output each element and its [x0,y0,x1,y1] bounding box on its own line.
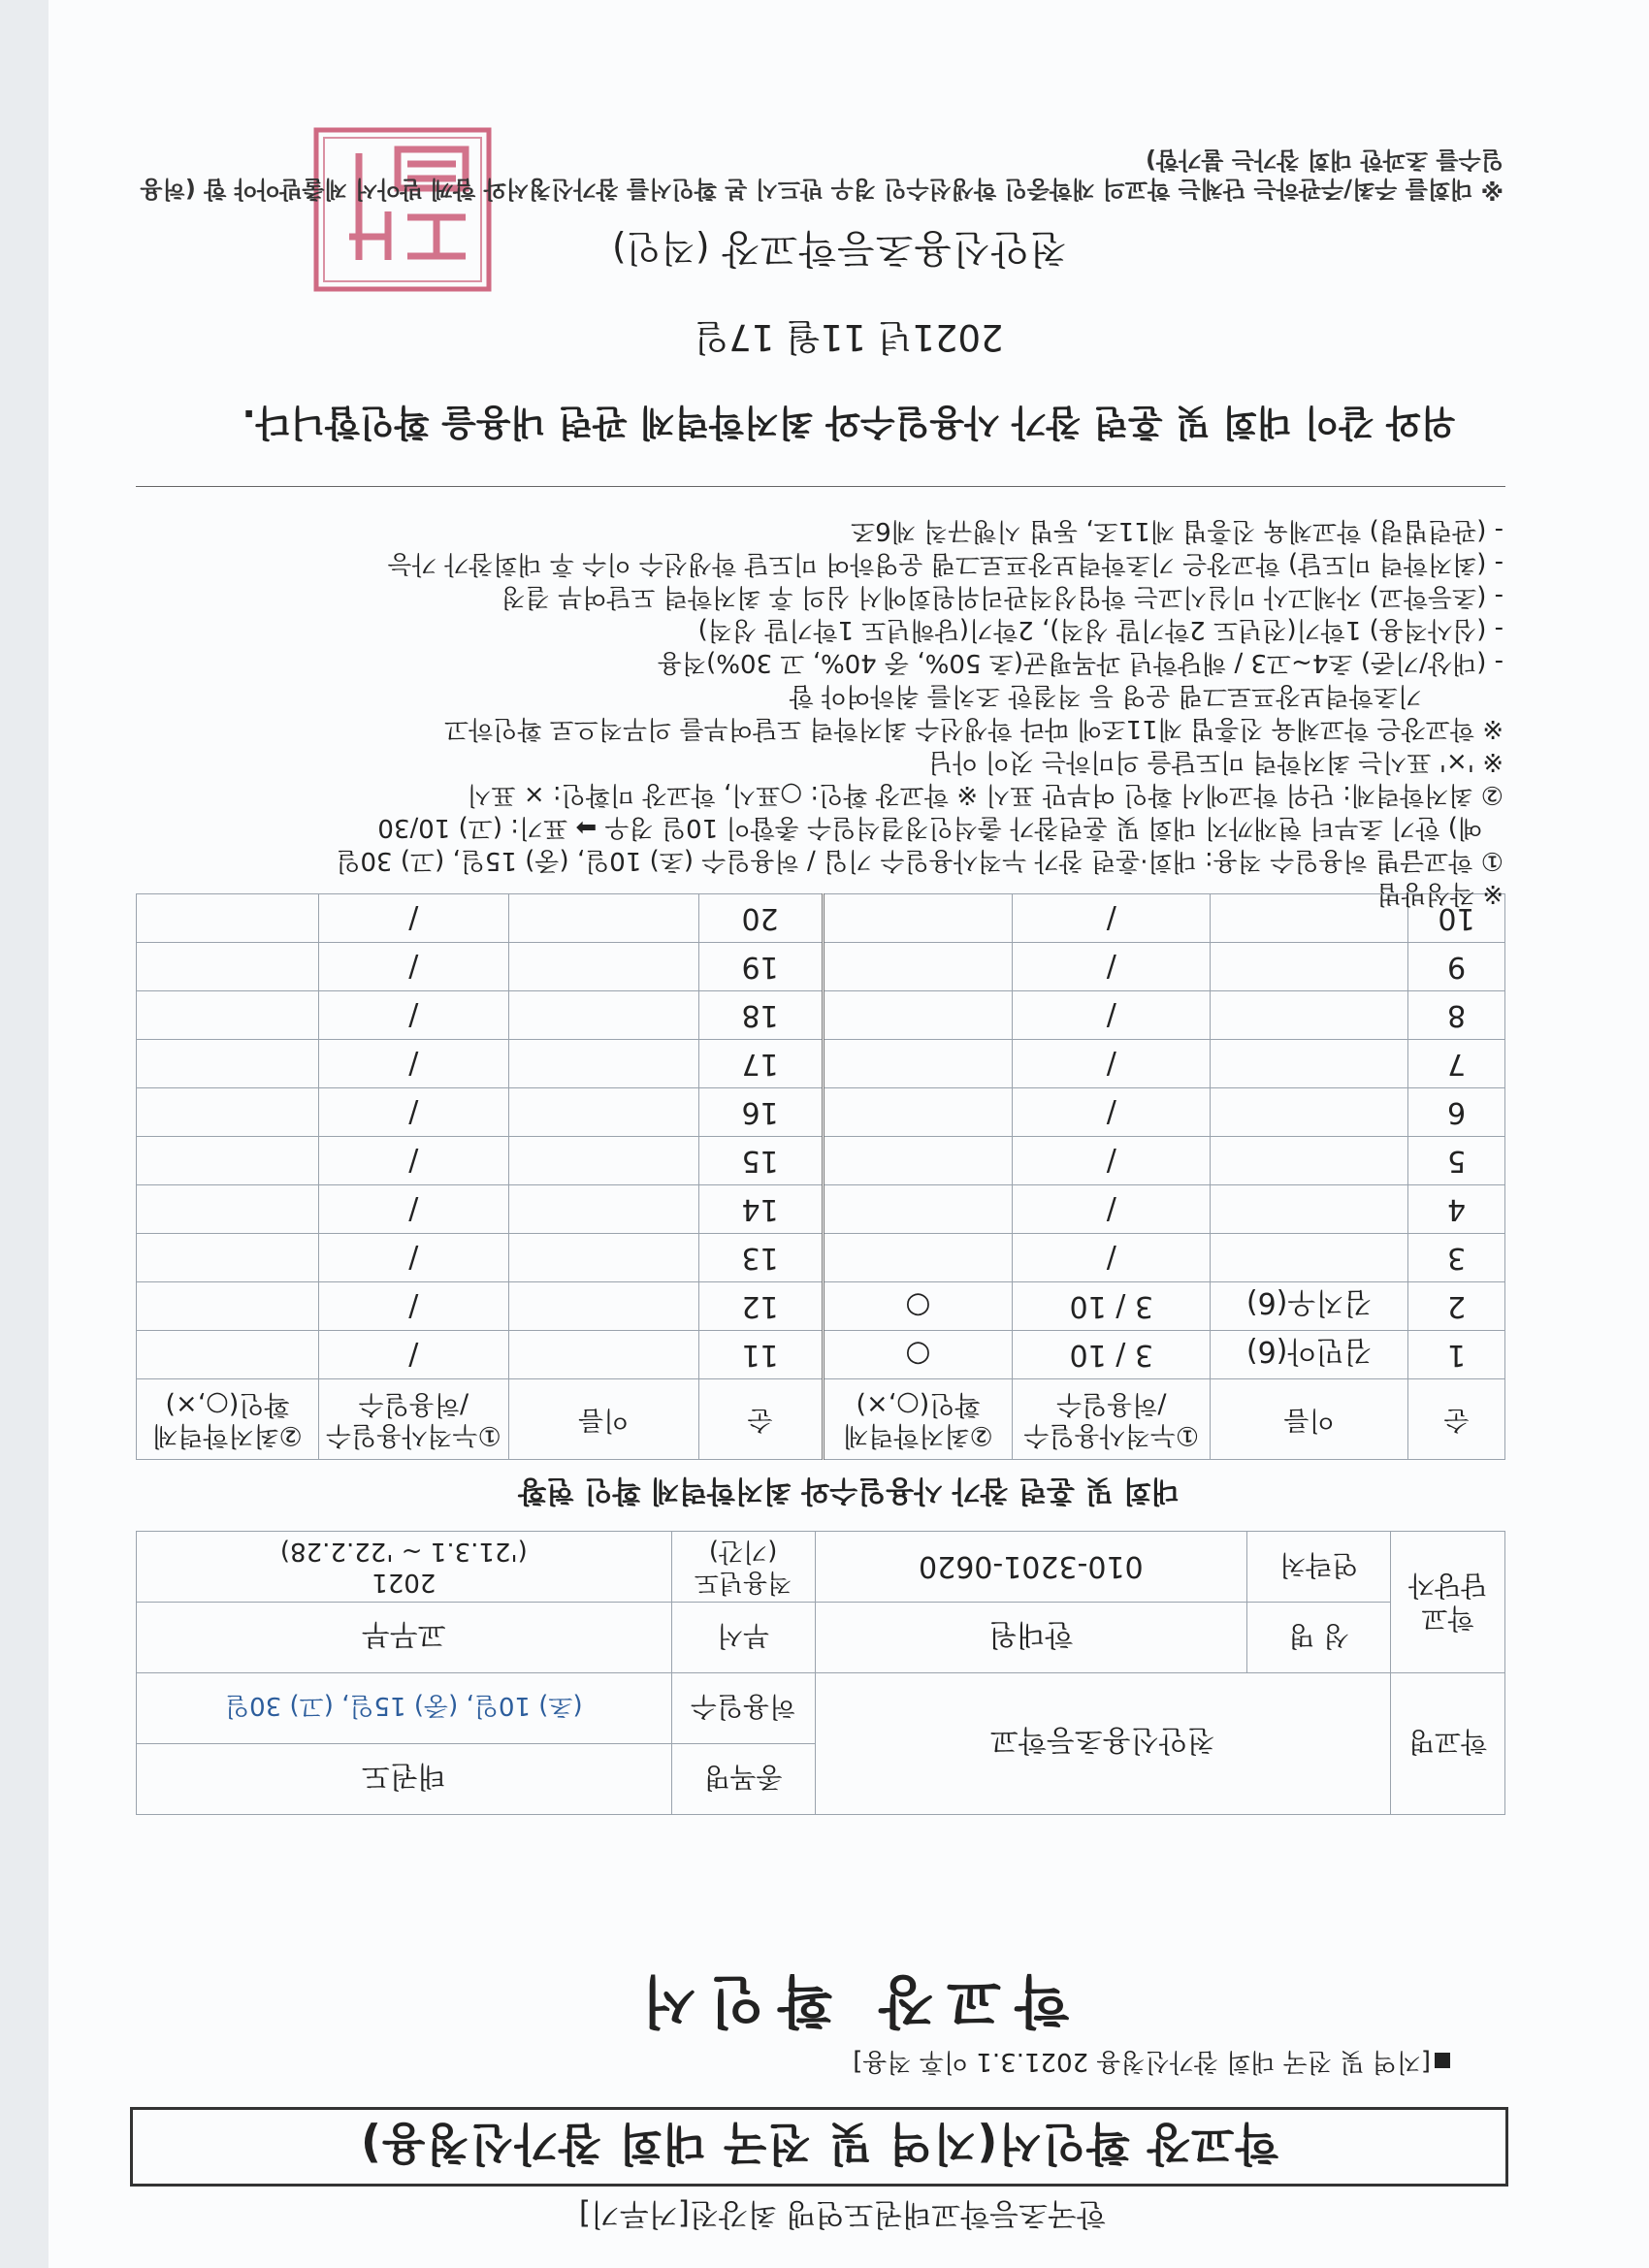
row-number: 7 [1408,1040,1505,1088]
allowed-days-value: (초) 10일, (중) 15일, (고) 30일 [137,1673,672,1744]
student-name [508,1282,698,1331]
min-grade-check [823,1185,1013,1234]
document-page [48,0,1649,2268]
principal-title: 천안신용초등학교장 [721,226,1067,271]
table-row [137,1234,1505,1282]
issue-date: 2021년 11월 17일 [694,316,1004,358]
row-number: 3 [1408,1234,1505,1282]
instruction-line: - (대상/기준) 초4~고3 / 해당학년 과목평균(초 50%, 중 40%, 고 30%)적용 [657,648,1504,677]
student-name [508,1185,698,1234]
instruction-line: - (심사적용) 1학기(전년도 2학기말 성적), 2학기(당해년도 1학기말 성적) [697,615,1504,644]
instruction-line: 예) 한기 초부터 현재까지 대회 및 훈련참가 출석인정결석일수 총합이 10일 경우 ➡ 표기: (고) 10/30 [377,813,1482,842]
row-number: 4 [1408,1185,1505,1234]
period-value: 2021 ('21.3.1 ~ '22.2.28) [137,1532,672,1603]
row-number: 14 [698,1185,823,1234]
form-title: 학교장 확인서(지역 및 전국 대회 참가신청용) [360,2118,1278,2170]
confirmation-statement: 위와 같이 대회 및 훈련 참가 사용일수와 최저학력제 관련 내용을 확인합니다. [242,402,1456,443]
used-days: / [318,1234,508,1282]
instruction-line: - (최저학력 미도달) 학교장은 기초학력보장프로그램 운영하여 미도달 학생선수 이수 후 대회참가 가능 [387,549,1504,578]
used-days: / [318,1088,508,1137]
form-title-box [130,2107,1508,2187]
min-grade-check [137,1282,319,1331]
student-name [1211,1137,1408,1185]
column-header: ①누적사용일수 /허용일수 [1013,1379,1211,1460]
min-grade-check [137,1185,319,1234]
column-header: ②최저학력제 확인(○,×) [823,1379,1013,1460]
row-number: 15 [698,1137,823,1185]
student-name [508,991,698,1040]
student-name [508,1040,698,1088]
table-body [137,894,1505,1379]
instructions [126,514,1504,910]
row-number: 1 [1408,1331,1505,1379]
min-grade-check [823,1137,1013,1185]
used-days: / [318,991,508,1040]
table-header-row [137,1379,1505,1460]
row-number: 11 [698,1331,823,1379]
table-row [137,1185,1505,1234]
min-grade-check [137,1088,319,1137]
instruction-line: - (관련법령) 학교체육 진흥법 제11조, 동법 시행규칙 제6조 [851,516,1504,545]
student-name: 김민아(6) [1211,1331,1408,1379]
student-name [1211,1234,1408,1282]
min-grade-check [137,1234,319,1282]
teacher-name-value: 한대원 [815,1603,1247,1673]
table-row [137,991,1505,1040]
min-grade-check [823,1040,1013,1088]
instruction-line: ※ 학교장은 학교체육 진흥법 제11조에 따라 학생선수 최저학력 도달여부를 의무적으로 확인하고 [444,714,1504,743]
row-number: 6 [1408,1088,1505,1137]
contact-value: 010-3201-0620 [815,1532,1247,1603]
square-bullet-icon [1435,2054,1450,2069]
student-name [508,1234,698,1282]
table-row [137,1137,1505,1185]
table-row [137,1282,1505,1331]
column-header: ②최저학력제 확인(○,×) [137,1379,319,1460]
used-days: / [318,894,508,943]
min-grade-check [823,943,1013,991]
allowed-days-label: 허용일수 [671,1673,815,1744]
student-name [1211,1040,1408,1088]
instruction-line: ※ '×' 표시는 최저학력 미도달을 의미하는 것이 아님 [928,747,1504,776]
student-name [1211,1088,1408,1137]
student-name: 김지우(6) [1211,1282,1408,1331]
row-number: 17 [698,1040,823,1088]
instruction-line: ① 학교급별 허용일수 적용: 대회·훈련 참가 누적사용일수 기입 / 허용일수 (초) 10일, (중) 15일, (고) 30일 [336,846,1504,875]
student-name [508,943,698,991]
min-grade-check [137,991,319,1040]
used-days: / [1013,1088,1211,1137]
column-header: 이름 [508,1379,698,1460]
column-header: 순 [698,1379,823,1460]
row-number: 8 [1408,991,1505,1040]
applicability-note-text: [지역 및 전국 대회 참가신청용 2021.3.1 이후 적용] [853,2047,1431,2076]
section-title: 대회 및 훈련 참가 사용일수와 최저학력제 확인 현황 [518,1474,1180,1507]
row-number: 12 [698,1282,823,1331]
min-grade-check [137,1137,319,1185]
row-number: 2 [1408,1282,1505,1331]
seal-placeholder: (직인) [612,227,710,269]
table-row [137,1040,1505,1088]
document-title: 학교장 확인서 [628,1968,1070,2034]
row-number: 19 [698,943,823,991]
min-grade-check: ○ [823,1282,1013,1331]
min-grade-check [137,1331,319,1379]
used-days: / [1013,1185,1211,1234]
student-name [1211,1185,1408,1234]
department-label: 부서 [671,1603,815,1673]
school-name-label: 학교명 [1391,1673,1505,1815]
row-number: 5 [1408,1137,1505,1185]
event-label: 종목명 [671,1744,815,1815]
used-days: / [1013,1040,1211,1088]
used-days: / [1013,894,1211,943]
event-value: 태권도 [137,1744,672,1815]
participation-table [136,893,1505,1460]
used-days: / [318,1137,508,1185]
row-number: 10 [1408,894,1505,943]
row-number: 16 [698,1088,823,1137]
signature-line [612,224,1067,279]
period-label: 적용년도 (기간) [671,1532,815,1603]
organization-header: 한국초등학교태권도연맹 최강전[거루기] [578,2196,1106,2231]
used-days: 3 / 10 [1013,1282,1211,1331]
student-name [508,1331,698,1379]
school-info-table [136,1531,1505,1815]
applicability-note [853,2046,1450,2082]
row-number: 20 [698,894,823,943]
row-number: 18 [698,991,823,1040]
used-days: / [318,943,508,991]
teacher-name-label: 성 명 [1247,1603,1391,1673]
used-days: / [318,1331,508,1379]
table-row [137,1331,1505,1379]
min-grade-check [137,1040,319,1088]
row-number: 9 [1408,943,1505,991]
instruction-line: ※ 작성방법 [1376,879,1504,908]
used-days: / [318,1040,508,1088]
table-row [137,1088,1505,1137]
school-contact-label: 학교 담당자 [1391,1532,1505,1673]
min-grade-check: ○ [823,1331,1013,1379]
used-days: / [1013,943,1211,991]
row-number: 13 [698,1234,823,1282]
min-grade-check [823,1234,1013,1282]
school-name-value: 천안신용초등학교 [815,1673,1391,1815]
used-days: / [1013,1234,1211,1282]
min-grade-check [137,943,319,991]
min-grade-check [823,991,1013,1040]
contact-label: 연락처 [1247,1532,1391,1603]
student-name [1211,991,1408,1040]
instruction-line: 기초학력보장프로그램 운영 등 적절한 조치를 취하여야 함 [789,681,1422,710]
used-days: 3 / 10 [1013,1331,1211,1379]
instruction-line: - (초등학교) 자체고사 미실시교는 학업성적관리위원회에서 심의 후 최저학력 도달여부 결정 [501,582,1504,611]
table-row [137,943,1505,991]
student-name [508,1088,698,1137]
divider [136,486,1505,487]
used-days: / [1013,991,1211,1040]
min-grade-check [823,1088,1013,1137]
instruction-line: ② 최저학력제: 단위 학교에서 확인 여부만 표시 ※ 학교장 확인: ○표시, 학교장 미확인: × 표시 [467,780,1504,809]
footer-notice: ※ 대회를 주최/주관하는 단체는 학교의 재학중인 학생선수인 경우 반드시 본 확인서를 참가신청서와 함께 받아서 제출받아야 함 (허용일수를 초과한 대회 참가는 불가함) [140,146,1504,203]
column-header: ①누적사용일수 /허용일수 [318,1379,508,1460]
used-days: / [318,1185,508,1234]
used-days: / [318,1282,508,1331]
student-name [1211,943,1408,991]
column-header: 순 [1408,1379,1505,1460]
student-name [508,1137,698,1185]
used-days: / [1013,1137,1211,1185]
column-header: 이름 [1211,1379,1408,1460]
department-value: 교무부 [137,1603,672,1673]
